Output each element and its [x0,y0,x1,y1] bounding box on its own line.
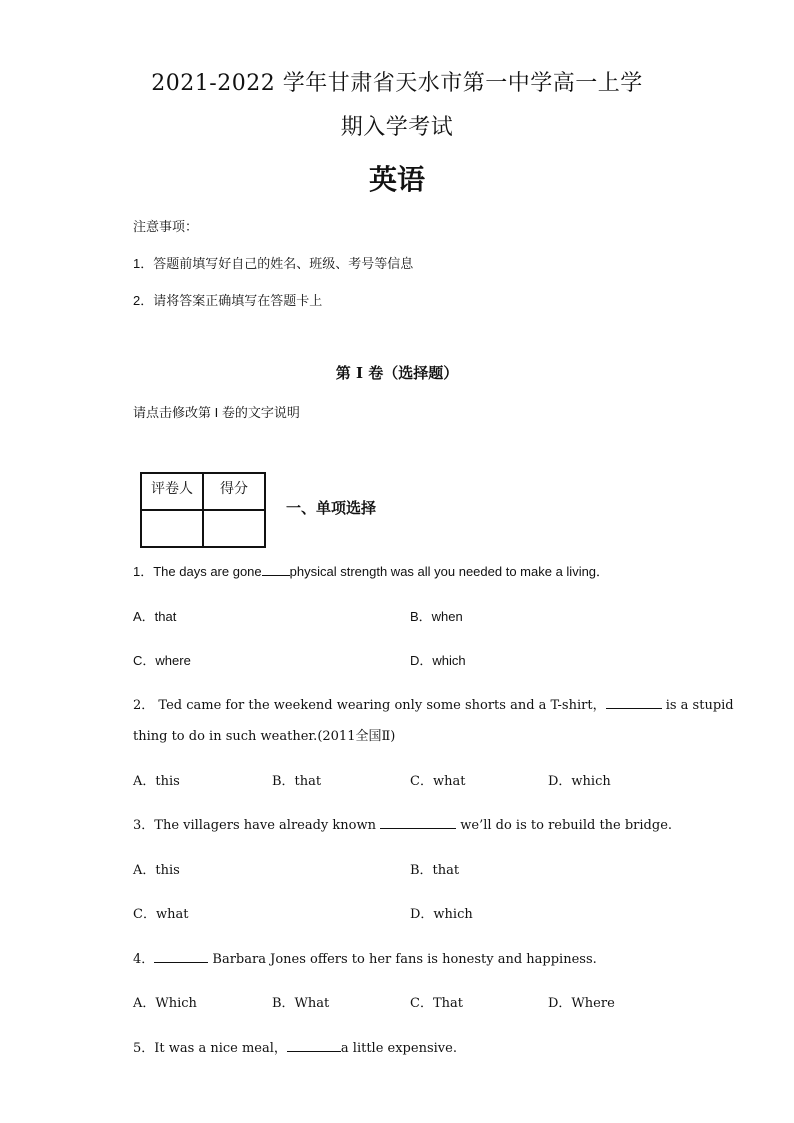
answer-blank [262,563,290,576]
question-2-option-d[interactable]: D．which [548,774,611,789]
answer-blank [606,696,662,709]
question-2-option-a[interactable]: A．this [133,774,180,789]
subject-title: 英语 [368,163,425,196]
question-2-stem-post: is a stupid [661,698,734,713]
question-4-option-b[interactable]: B．What [272,996,330,1011]
question-5-stem-pre: 5．It was a nice meal， [133,1041,287,1056]
question-2-option-b[interactable]: B．that [272,774,322,789]
note-item-1: 1．答题前填写好自己的姓名、班级、考号等信息 [133,256,414,271]
section-title: 一、单项选择 [286,499,377,517]
question-1-stem-post: physical strength was all you needed to make a living． [289,564,610,579]
score-table-score-cell[interactable] [203,510,265,547]
score-table-grader-cell[interactable] [141,510,203,547]
question-3-option-d[interactable]: D．which [410,907,473,922]
question-4-stem [133,948,597,967]
question-1-option-d[interactable]: D．which [410,653,466,668]
question-3-stem-pre: 3．The villagers have already known [133,818,381,833]
question-1-option-b[interactable]: B．when [410,609,463,624]
score-table-grader-header: 评卷人 [141,473,203,510]
answer-blank [287,1039,341,1052]
question-3-option-c[interactable]: C．what [133,907,189,922]
question-1-option-c[interactable]: C．where [133,653,191,668]
question-5-stem-post: a little expensive. [340,1041,457,1056]
question-2-option-c[interactable]: C．what [410,774,466,789]
score-table [140,472,266,548]
volume-title: 第 I 卷（选择题） [335,364,459,382]
question-1-stem-pre: 1．The days are gone [133,564,262,579]
answer-blank [154,950,208,963]
answer-blank [380,816,456,829]
question-3-option-b[interactable]: B．that [410,863,460,878]
question-4-option-d[interactable]: D．Where [548,996,615,1011]
question-5-stem [133,1037,457,1056]
question-2-stem [133,694,734,713]
exam-title-line1: 2021-2022 学年甘肃省天水市第一中学高一上学 [151,71,643,96]
exam-title-line2: 期入学考试 [340,115,454,140]
question-1-option-a[interactable]: A．that [133,609,177,624]
volume-description: 请点击修改第 I 卷的文字说明 [133,405,300,420]
score-table-score-header: 得分 [203,473,265,510]
question-2-stem-line2: thing to do in such weather.(2011全国Ⅱ) [133,729,396,744]
question-1-stem [133,561,609,580]
question-3-option-a[interactable]: A．this [133,863,180,878]
question-3-stem-post: we’ll do is to rebuild the bridge. [456,818,673,833]
note-item-2: 2．请将答案正确填写在答题卡上 [133,293,323,308]
notes-heading: 注意事项： [133,219,199,234]
question-2-stem-pre: 2． Ted came for the weekend wearing only some shorts and a T-shirt， [133,698,606,713]
question-4-stem-post: Barbara Jones offers to her fans is honesty and happiness. [208,952,597,967]
question-4-option-c[interactable]: C．That [410,996,463,1011]
question-3-stem [133,814,672,833]
question-4-option-a[interactable]: A．Which [133,996,197,1011]
question-4-stem-pre: 4． [133,952,155,967]
